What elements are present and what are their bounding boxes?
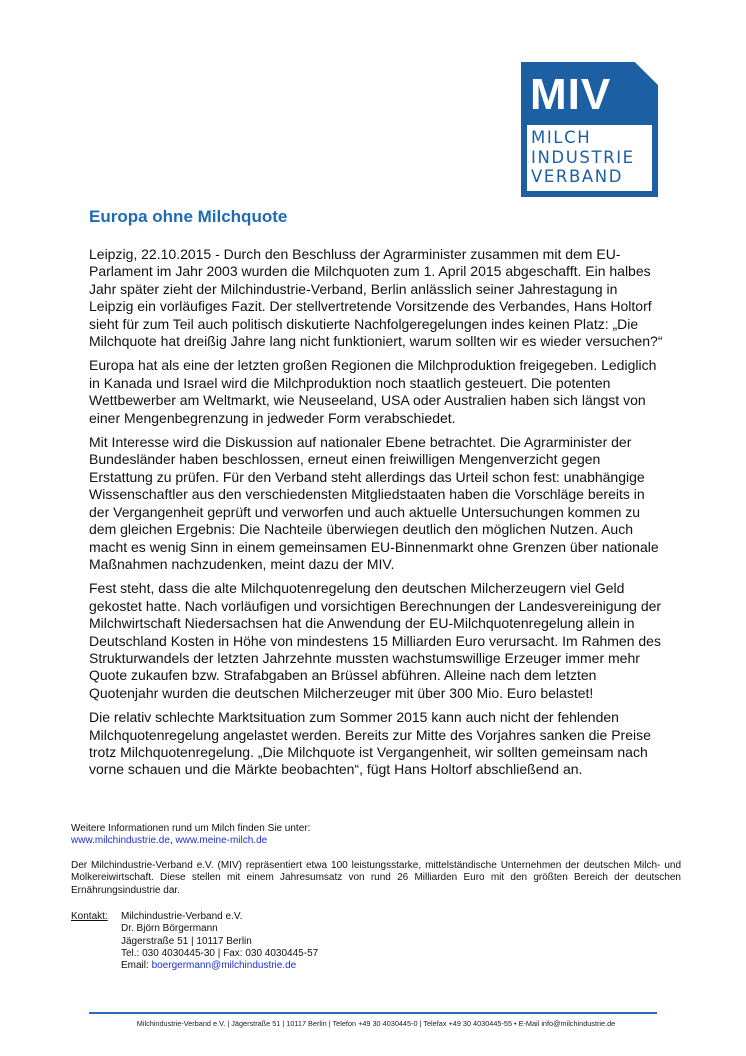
press-release-body (89, 246, 664, 786)
more-info (71, 823, 681, 848)
paragraph-2: Europa hat als eine der letzten großen Regionen die Milchproduktion freigegeben. Lediglich in Kanada und Israel wird die Milchproduktion noch staatlich gesteuert. Die potenten Wettbewerber am Weltmarkt, wie Neuseeland, USA oder Australien haben sich längst von einer Mengenbegrenzung in jedweder Form verabschiedet. (89, 357, 657, 426)
more-info-text: Weitere Informationen rund um Milch finden Sie unter: (71, 823, 311, 834)
contact-details (121, 911, 318, 972)
link-meine-milch[interactable]: www.meine-milch.de (175, 835, 268, 847)
about-miv: Der Milchindustrie-Verband e.V. (MIV) repräsentiert etwa 100 leistungsstarke, mittelständische Unternehmen der deutschen Milch- und Molkereiwirtschaft. Diese stellen mit einem Jahresumsatz von rund 26 Milliarden Euro mit den größten Bereich der deutschen Ernährungsindustrie dar. (71, 860, 681, 896)
contact-phone: Tel.: 030 4030445-30 | Fax: 030 4030445-57 (121, 947, 319, 959)
contact-org: Milchindustrie-Verband e.V. (121, 911, 243, 922)
link-milchindustrie[interactable]: www.milchindustrie.de (71, 835, 170, 847)
logo-abbreviation: MIV (530, 70, 612, 119)
paragraph-4: Fest steht, dass die alte Milchquotenregelung den deutschen Milcherzeugern viel Geld gekostet hatte. Nach vorläufigen und vorsichtigen Berechnungen der Landesvereinigung der Milchwirtschaft Niedersachsen hat die Anwendung der EU-Milchquotenregelung allein in Deutschland Kosten in Höhe von mindestens 15 Milliarden Euro verursacht. Im Rahmen des Strukturwandels der letzten Jahrzehnte mussten wachstumswillige Erzeuger immer mehr Quote zukaufen bzw. Strafabgaben an Brüssel abführen. Alleine nach dem letzten Quotenjahr wurden die deutschen Milcherzeuger mit über 300 Mio. Euro belastet! (89, 580, 662, 701)
logo-line-3: VERBAND (531, 167, 624, 186)
paragraph-3: Mit Interesse wird die Diskussion auf nationaler Ebene betrachtet. Die Agrarminister der Bundesländer haben beschlossen, erneut einen freiwilligen Mengenverzicht gegen Erstattung zu prüfen. Für den Verband steht allerdings das Urteil schon fest: unabhängige Wissenschaftler aus den verschiedensten Mitgliedstaaten haben die Vorschläge bereits in der Vergangenheit geprüft und verworfen und auch aktuelle Untersuchungen kommen zu dem gleichen Ergebnis: Die Nachteile überwiegen deutlich den möglichen Nutzen. Auch macht es wenig Sinn in einem gemeinsamen EU-Binnenmarkt ohne Grenzen über nationale Maßnahmen nachzudenken, meint dazu der MIV. (89, 434, 659, 572)
footer-divider (89, 1012, 657, 1014)
contact-email-line (121, 960, 318, 972)
logo-line-2: INDUSTRIE (531, 147, 635, 167)
more-info-links (71, 835, 681, 847)
contact-label: Kontakt: (71, 911, 108, 922)
page-title: Europa ohne Milchquote (89, 207, 288, 226)
contact-address: Jägerstraße 51 | 10117 Berlin (121, 935, 252, 947)
contact-email-link[interactable]: boergermann@milchindustrie.de (151, 960, 297, 972)
contact-person: Dr. Björn Börgermann (121, 923, 218, 935)
logo-wordmark (531, 128, 635, 187)
contact-email-label: Email: (121, 960, 152, 972)
link-separator: , (169, 835, 176, 847)
paragraph-1: Leipzig, 22.10.2015 - Durch den Beschluss der Agrarminister zusammen mit dem EU-Parlament im Jahr 2003 wurden die Milchquoten zum 1. April 2015 abgeschafft. Ein halbes Jahr später zieht der Milchindustrie-Verband, Berlin anlässlich seiner Jahrestagung in Leipzig ein vorläufiges Fazit. Der stellvertretende Vorsitzende des Verbandes, Hans Holtorf sieht für zum Teil auch politisch diskutierte Nachfolgeregelungen indes keinen Platz: „Die Milchquote hat dreißig Jahre lang nicht funktioniert, warum sollten wir es wieder versuchen?“ (89, 246, 663, 350)
paragraph-5: Die relativ schlechte Marktsituation zum Sommer 2015 kann auch nicht der fehlenden Milchquotenregelung angelastet werden. Bereits zur Mitte des Vorjahres sanken die Preise trotz Milchquotenregelung. „Die Milchquote ist Vergangenheit, wir sollten gemeinsam nach vorne schauen und die Märkte beobachten“, fügt Hans Holtorf abschließend an. (89, 709, 651, 778)
logo-line-1: MILCH (531, 128, 592, 147)
miv-logo (521, 62, 658, 197)
footer-address: Milchindustrie-Verband e.V. | Jägerstraße 51 | 10117 Berlin | Telefon +49 30 4030445-0 | Telefax +49 30 4030445-55 • E-Mail info@milchindustrie.de (136, 1019, 616, 1028)
